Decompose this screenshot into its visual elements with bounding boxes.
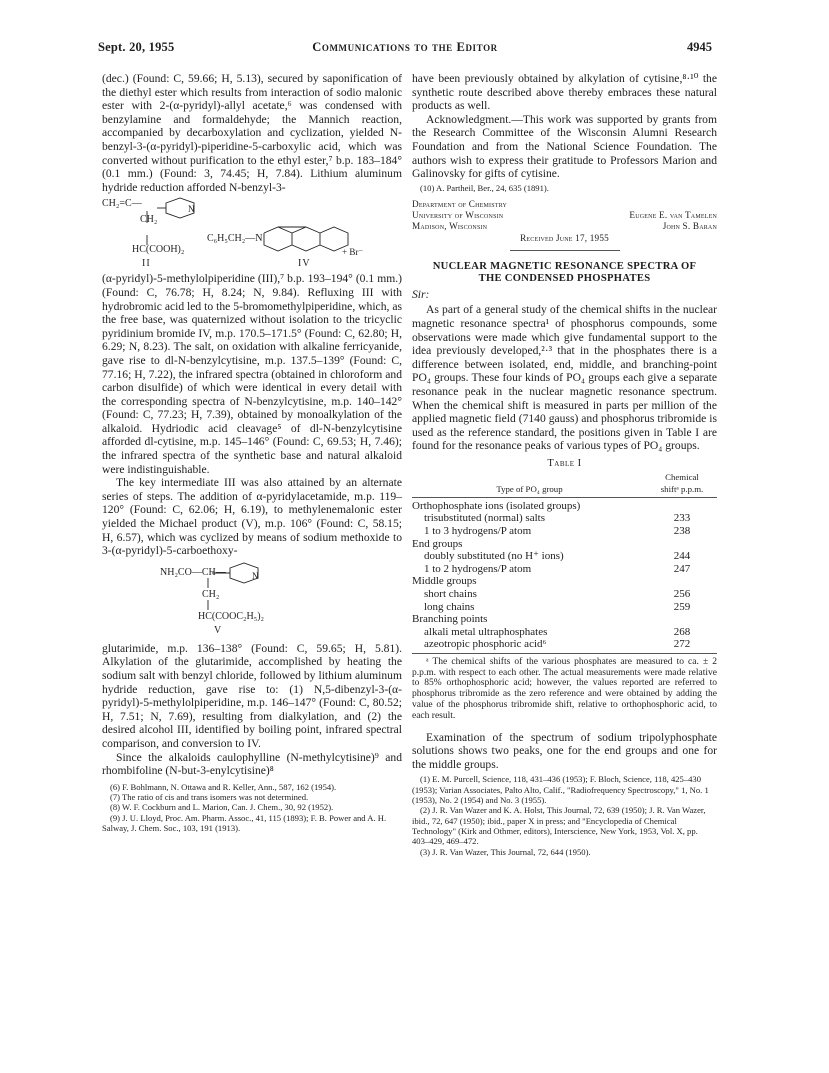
acknowledgment: Acknowledgment.—This work was supported by grants from the Research Committee of the Wisconsin Alumni Research Foundation and from the National Science Foundation. The authors wish to express their gratitude to Professors Marion and Galinovsky for gifts of cytisine. xyxy=(412,112,717,181)
footnote: (2) J. R. Van Wazer and K. A. Holst, This Journal, 72, 639 (1950); J. R. Van Wazer, ibid., 72, 647 (1950); ibid., paper X in press; and "Encyclopedia of Chemical Technology" (Kirk and Othmer, editors), Interscience, New York, 1953, Vol. X, pp. 403–429, 469–472. xyxy=(412,805,706,847)
divider xyxy=(510,250,620,251)
table-row xyxy=(412,550,717,563)
table-row xyxy=(412,500,717,513)
struct-V-ester: HC(COOC₂H₅)₂ xyxy=(198,610,265,622)
struct-V-n: N xyxy=(252,570,259,581)
row-label: long chains xyxy=(424,600,475,613)
row-label: short chains xyxy=(424,587,477,600)
row-value: 272 xyxy=(673,638,691,651)
body-paragraph: (dec.) (Found: C, 59.66; H, 5.13), secured by saponification of the diethyl ester which results from interaction of sodio malonic ester with 2-(α-pyridyl)-allyl acetate,⁶ was condensed with benzylamine and formaldehyde; the Mannich reaction, accompanied by decarboxylation and cyclization, yielded N-benzyl-3-(α-pyridyl)-piperidine-5-carboxylic acid, which was converted without purification to the ethyl ester,⁷ b.p. 183–184° (0.1 mm.) (Found: 3, 74.45; H, 7.84). Lithium aluminum hydride reduction afforded N-benzyl-3- xyxy=(102,72,402,194)
row-value xyxy=(647,500,717,513)
footnotes-right xyxy=(412,774,717,856)
body-paragraph: Since the alkaloids caulophylline (N-methylcytisine)⁹ and rhombifoline (N-but-3-enylcytisine)⁸ xyxy=(102,750,402,778)
body-paragraph: Examination of the spectrum of sodium tripolyphosphate solutions shows two peaks, one for the end groups and one for the middle groups. xyxy=(412,730,717,771)
row-value: 256 xyxy=(673,587,691,600)
issue-date: Sept. 20, 1955 xyxy=(98,40,175,54)
row-label: alkali metal ultraphosphates xyxy=(424,625,548,638)
struct-V-label: V xyxy=(214,624,223,636)
row-value: 259 xyxy=(673,600,691,613)
body-paragraph: (α-pyridyl)-5-methylolpiperidine (III),⁷ b.p. 193–194° (0.1 mm.) (Found: C, 76.78; H, 8.24; N, 9.84). Refluxing III with hydrobromic acid led to the 5-bromomethylpiperidine, which, as the free base, was quaternized without isolation to the tricyclic pyridinium bromide IV, m.p. 170.5–171.5° (Found: C, 62.80; H, 6.29; N, 8.23). The salt, on oxidation with alkaline ferricyanide, gave rise to dl-N-benzylcytisine, m.p. 137.5–139° (Found: C, 77.16; H, 7.22), the infrared spectra (obtained in chloroform and carbon disulfide) of which were identical in every detail with the corresponding spectra of N-benzylcytisine, m.p. 140–142° (Found: C, 77.23; H, 7.39), obtained by monoalkylation of the alkaloid. Hydriodic acid cleavage⁵ of dl-N-benzylcytisine afforded dl-cytisine, m.p. 145–146° (Found: C, 69.53; H, 7.46); the infrared spectra of the synthetic base and natural alkaloid were indistinguishable. xyxy=(102,272,402,476)
table-row xyxy=(412,538,717,551)
table-body xyxy=(412,500,717,651)
column-header-line: shiftᵃ p.p.m. xyxy=(660,484,704,495)
table-row xyxy=(412,575,717,588)
struct-IV-sub: C₆H₅CH₂—N xyxy=(207,233,263,245)
column-header xyxy=(647,471,717,496)
footnotes-left xyxy=(102,782,402,833)
footnote: (9) J. U. Lloyd, Proc. Am. Pharm. Assoc., 41, 115 (1893); F. B. Power and A. H. Salway, J. Chem. Soc., 103, 191 (1913). xyxy=(102,812,387,833)
row-label: trisubstituted (normal) salts xyxy=(424,512,545,525)
footnote: (6) F. Bohlmann, N. Ottawa and R. Keller, Ann., 587, 162 (1954). xyxy=(110,781,337,792)
struct-V-ch2: CH₂ xyxy=(202,588,220,600)
table-row xyxy=(412,563,717,576)
row-value: 233 xyxy=(673,512,691,525)
column-header-line: Chemical xyxy=(665,471,699,482)
struct-II-acid: HC(COOH)₂ xyxy=(132,244,185,256)
row-label: 1 to 3 hydrogens/P atom xyxy=(424,524,532,537)
table-row xyxy=(412,588,717,601)
struct-IV-ion: + Br⁻ xyxy=(342,247,364,258)
row-value xyxy=(647,575,717,588)
struct-IV-label: IV xyxy=(298,258,311,270)
salutation: Sir: xyxy=(412,287,430,301)
table-row xyxy=(412,613,717,626)
body-paragraph: glutarimide, m.p. 136–138° (Found: C, 59.65; H, 5.81). Alkylation of the glutarimide, accomplished by heating the sodium salt with benzyl chloride, followed by lithium aluminum hydride reduction, gave rise to: (1) N,5-dibenzyl-3-(α-pyridyl)-5-methylolpiperidine, m.p. 146–147° (Found: C, 80.52; H, 7.51; N, 7.69), resulting from dialkylation, and (2) the desired alcohol III, identified by boiling point, infrared spectral comparison, and conversion to IV. xyxy=(102,641,402,750)
table-rule xyxy=(412,653,717,654)
row-value: 268 xyxy=(673,625,691,638)
table-row xyxy=(412,626,717,639)
title-line: NUCLEAR MAGNETIC RESONANCE SPECTRA OF xyxy=(432,260,697,272)
city: Madison, Wisconsin xyxy=(412,221,488,232)
running-header xyxy=(98,40,712,60)
author-name: John S. Baran xyxy=(662,221,717,232)
row-value: 244 xyxy=(673,550,691,563)
row-value xyxy=(647,613,717,626)
author-affiliation xyxy=(412,199,717,244)
struct-II-n: N xyxy=(188,204,195,215)
row-value xyxy=(647,538,717,551)
row-value: 238 xyxy=(673,524,691,537)
struct-II-label: II xyxy=(142,258,151,270)
row-value: 247 xyxy=(673,562,691,575)
footnote: (10) A. Partheil, Ber., 24, 635 (1891). xyxy=(420,182,549,193)
article-title xyxy=(412,261,717,285)
table-caption: Table I xyxy=(547,457,582,469)
received-date: Received June 17, 1955 xyxy=(520,232,609,243)
struct-II-ch2: CH₂ xyxy=(140,214,158,226)
footnote: (1) E. M. Purcell, Science, 118, 431–436 (1953); F. Bloch, Science, 118, 425–430 (1953); Varian Associates, Palto Alto, Calif., "Radiofrequency Spectroscopy," 1, No. 1 (1953), No. 2 (1954) and No. 3 (1955). xyxy=(412,774,709,806)
row-label: doubly substituted (no H⁺ ions) xyxy=(424,550,564,563)
body-paragraph: The key intermediate III was also attained by an alternate series of steps. The addition of α-pyridylacetamide, m.p. 119–120° (Found: C, 62.06; H, 6.19), to methylenemalonic ester yielded the Michael product (V), m.p. 106° (Found: C, 58.15; H, 6.57), which was cyclized by means of sodium methoxide to 3-(α-pyridyl)-5-carboethoxy- xyxy=(102,476,402,558)
table-rule xyxy=(412,497,717,498)
struct-V-top: NH₂CO—CH— xyxy=(160,566,226,578)
footnote: (7) The ratio of cis and trans isomers was not determined. xyxy=(110,792,309,803)
row-label: azeotropic phosphoric acid⁶ xyxy=(424,638,547,651)
body-paragraph: As part of a general study of the chemical shifts in the nuclear magnetic resonance spectra¹ of phosphorus compounds, some observations were made which give fundamental support to the idea previously developed,²·³ that in the phosphates there is a difference between isolated, end, middle, and branching-point PO₄ groups. These four kinds of PO₄ groups each give a separate resonance peak in the nuclear magnetic resonance spectrum. When the chemical shift is measured in parts per million of the applied magnetic field (7140 gauss) and phosphorus tribromide is used as the reference standard, the positions given in Table I are found for the resonance peaks of various types of PO₄ groups. xyxy=(412,303,717,453)
right-column xyxy=(412,72,717,857)
row-label: Middle groups xyxy=(412,575,477,588)
table-header xyxy=(412,471,717,496)
row-label: Branching points xyxy=(412,613,488,626)
section-title: Communications to the Editor xyxy=(312,40,498,54)
row-label: End groups xyxy=(412,537,463,550)
table-1 xyxy=(412,471,717,657)
body-paragraph: have been previously obtained by alkylation of cytisine,⁸·¹⁰ the synthetic route described above thereby embraces these natural products as well. xyxy=(412,72,717,113)
table-row xyxy=(412,512,717,525)
department: Department of Chemistry xyxy=(412,199,508,210)
author-name: Eugene E. van Tamelen xyxy=(629,210,717,221)
left-column xyxy=(102,72,402,833)
page-number: 4945 xyxy=(687,40,712,54)
title-line: THE CONDENSED PHOSPHATES xyxy=(478,272,651,284)
table-row xyxy=(412,638,717,651)
row-label: 1 to 2 hydrogens/P atom xyxy=(424,562,532,575)
struct-II-top: CH₂=C— xyxy=(102,198,142,210)
structures-II-IV xyxy=(102,197,402,271)
table-row xyxy=(412,601,717,614)
table-footnote: ᵃ The chemical shifts of the various phosphates are measured to ca. ± 2 p.p.m. with respect to each other. The actual measurements were made relative to 85% orthophosphoric acid; however, the values reported are referred to phosphorus tribromide as the zero reference and were obtained by adding the value of the phosphorus tribromide shift, relative to orthophosphoric acid, to each result. xyxy=(412,656,717,721)
footnote: (3) J. R. Van Wazer, This Journal, 72, 644 (1950). xyxy=(420,846,591,857)
footnote: (8) W. F. Cockburn and L. Marion, Can. J. Chem., 30, 92 (1952). xyxy=(110,802,334,813)
column-header: Type of PO₄ group xyxy=(496,484,563,495)
row-label: Orthophosphate ions (isolated groups) xyxy=(412,499,581,512)
university: University of Wisconsin xyxy=(412,210,504,221)
structure-V xyxy=(102,562,402,640)
table-row xyxy=(412,525,717,538)
